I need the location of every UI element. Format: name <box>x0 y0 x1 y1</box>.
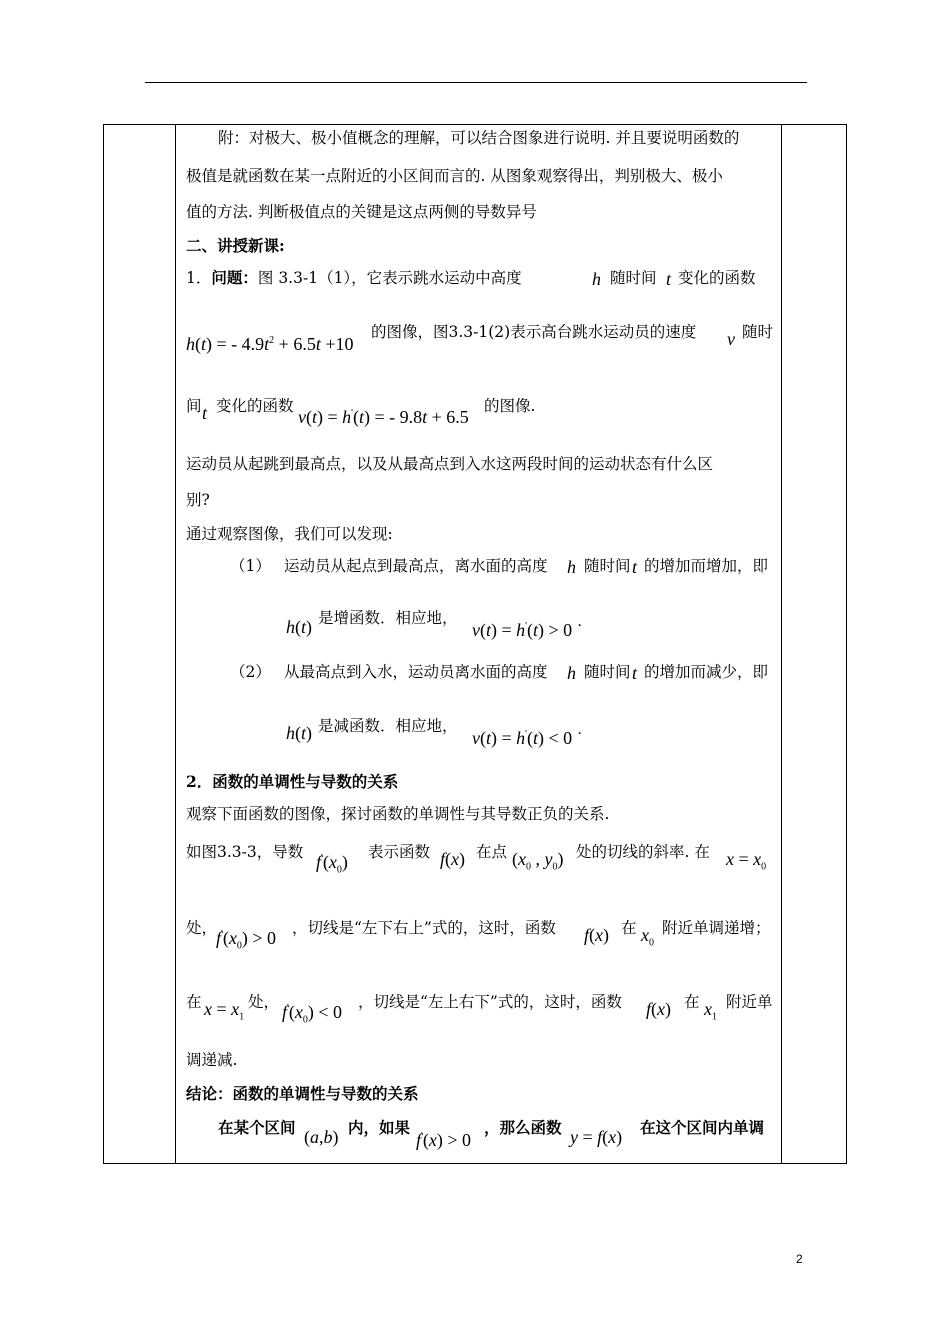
formula-v-positive: v(t) = h'(t) > 0 ˙ <box>472 620 583 640</box>
formula-f-of-x: f(x) <box>440 849 466 869</box>
text-span: 如图3.3-3，导数 <box>186 843 304 861</box>
text-span: 随时 <box>742 323 774 341</box>
formula-f-of-x: f(x) <box>584 925 610 945</box>
text-span: 在点 <box>476 843 508 861</box>
formula-fprime-x0: $f'(x_0)$ <box>316 852 348 876</box>
text-line: 别? <box>186 491 210 509</box>
math-t: t <box>202 403 208 423</box>
formula-f-of-x: f(x) <box>646 999 672 1019</box>
text-span: 是减函数．相应地， <box>318 717 458 735</box>
math-h: h <box>592 269 601 289</box>
text-span: 随时间 <box>584 663 631 681</box>
text-line: 运动员从起跳到最高点，以及从最高点到入水这两段时间的运动状态有什么区 <box>186 455 714 473</box>
math-v: v <box>727 329 735 349</box>
text-span: 处， <box>248 993 280 1011</box>
text-span: 在 <box>684 993 700 1011</box>
text-span: 在某个区间 <box>218 1118 296 1137</box>
text-span: 内，如果 <box>348 1118 411 1137</box>
text-span: 运动员从起点到最高点，离水面的高度 <box>284 557 548 575</box>
text-span: 附近单 <box>726 993 773 1011</box>
text-span: 在 <box>186 993 202 1011</box>
math-x0: $x_0$ <box>641 925 654 949</box>
item-number: （2） <box>230 663 271 681</box>
text-span: 间 <box>186 397 202 415</box>
formula-interval: (a,b) <box>304 1127 339 1147</box>
formula-fprime-positive: $f'(x_0) > 0$ <box>216 928 276 952</box>
text-line: 值的方法. 判断极值点的关键是这点两侧的导数异号 <box>186 203 537 221</box>
conclusion-heading: 结论：函数的单调性与导数的关系 <box>186 1084 419 1103</box>
page-number: 2 <box>796 1252 803 1266</box>
text-span: 的增加而增加，即 <box>644 557 769 575</box>
formula-h-of-t: h(t) <box>286 617 313 637</box>
formula-x-eq-x0: $x = x_0$ <box>726 849 767 873</box>
text-span: 变化的函数 <box>678 269 756 287</box>
formula-x-eq-x1: $x = x_1$ <box>204 999 245 1023</box>
text-line: 观察下面函数的图像，探讨函数的单调性与其导数正负的关系. <box>186 805 610 823</box>
text-span: 是增函数．相应地， <box>318 609 458 627</box>
math-h: h <box>567 557 576 577</box>
text-span: 随时间 <box>610 269 657 287</box>
math-t: t <box>632 663 638 683</box>
text-span: 处的切线的斜率. 在 <box>576 843 710 861</box>
text-line: 极值是就函数在某一点附近的小区间而言的. 从图象观察得出，判别极大、极小 <box>186 167 723 185</box>
text-span: 的图像. <box>484 397 536 415</box>
problem-line <box>186 268 522 288</box>
text-span: 的图像，图3.3-1(2)表示高台跳水运动员的速度 <box>371 323 697 341</box>
problem-text: 图 3.3-1（1），它表示跳水运动中高度 <box>257 269 522 287</box>
text-span: 附近单调递增； <box>662 919 771 937</box>
section-heading: 二、讲授新课: <box>186 236 285 255</box>
text-span: 的增加而减少，即 <box>644 663 769 681</box>
text-span: 随时间 <box>584 557 631 575</box>
math-h: h <box>567 663 576 683</box>
formula-v: v(t) = h'(t) = - 9.8t + 6.5 <box>298 407 469 427</box>
formula-v-negative: v(t) = h'(t) < 0 ˙ <box>472 728 583 748</box>
formula-fprime-x-positive: f'(x) > 0 <box>416 1130 471 1150</box>
formula-fprime-negative: $f'(x_0) < 0$ <box>282 1002 342 1026</box>
table-column-divider <box>175 125 176 1163</box>
header-rule <box>145 82 807 83</box>
formula-h-of-t: h(t) <box>286 723 313 743</box>
table-column-divider <box>781 125 782 1163</box>
text-line: 调递减. <box>186 1051 238 1069</box>
text-span: ，那么函数 <box>484 1118 562 1137</box>
formula-point: ($x_0$ , $y_0$) <box>512 849 564 873</box>
math-x1: $x_1$ <box>704 999 717 1023</box>
text-span: ，切线是“左上右下”式的，这时，函数 <box>358 993 622 1011</box>
text-span: ，切线是“左下右上”式的，这时，函数 <box>292 919 556 937</box>
text-span: 在这个区间内单调 <box>640 1118 765 1137</box>
text-line: 附：对极大、极小值概念的理解，可以结合图象进行说明. 并且要说明函数的 <box>218 129 740 147</box>
section-heading: 2．函数的单调性与导数的关系 <box>186 772 399 791</box>
item-number: （1） <box>230 557 271 575</box>
problem-number: 1． <box>186 269 212 287</box>
formula-h: h(t) = - $4.9t^2 + 6.5t +10$ <box>186 334 354 354</box>
math-t: t <box>632 557 638 577</box>
formula-y-eq-fx: y = f(x) <box>570 1127 623 1147</box>
math-t: t <box>666 269 672 289</box>
text-span: 表示函数 <box>368 843 431 861</box>
problem-label: 问题： <box>211 268 258 287</box>
text-line: 通过观察图像，我们可以发现: <box>186 525 393 543</box>
text-span: 变化的函数 <box>216 397 294 415</box>
text-span: 在 <box>621 919 637 937</box>
text-span: 从最高点到入水，运动员离水面的高度 <box>284 663 548 681</box>
text-span: 处， <box>186 919 218 937</box>
